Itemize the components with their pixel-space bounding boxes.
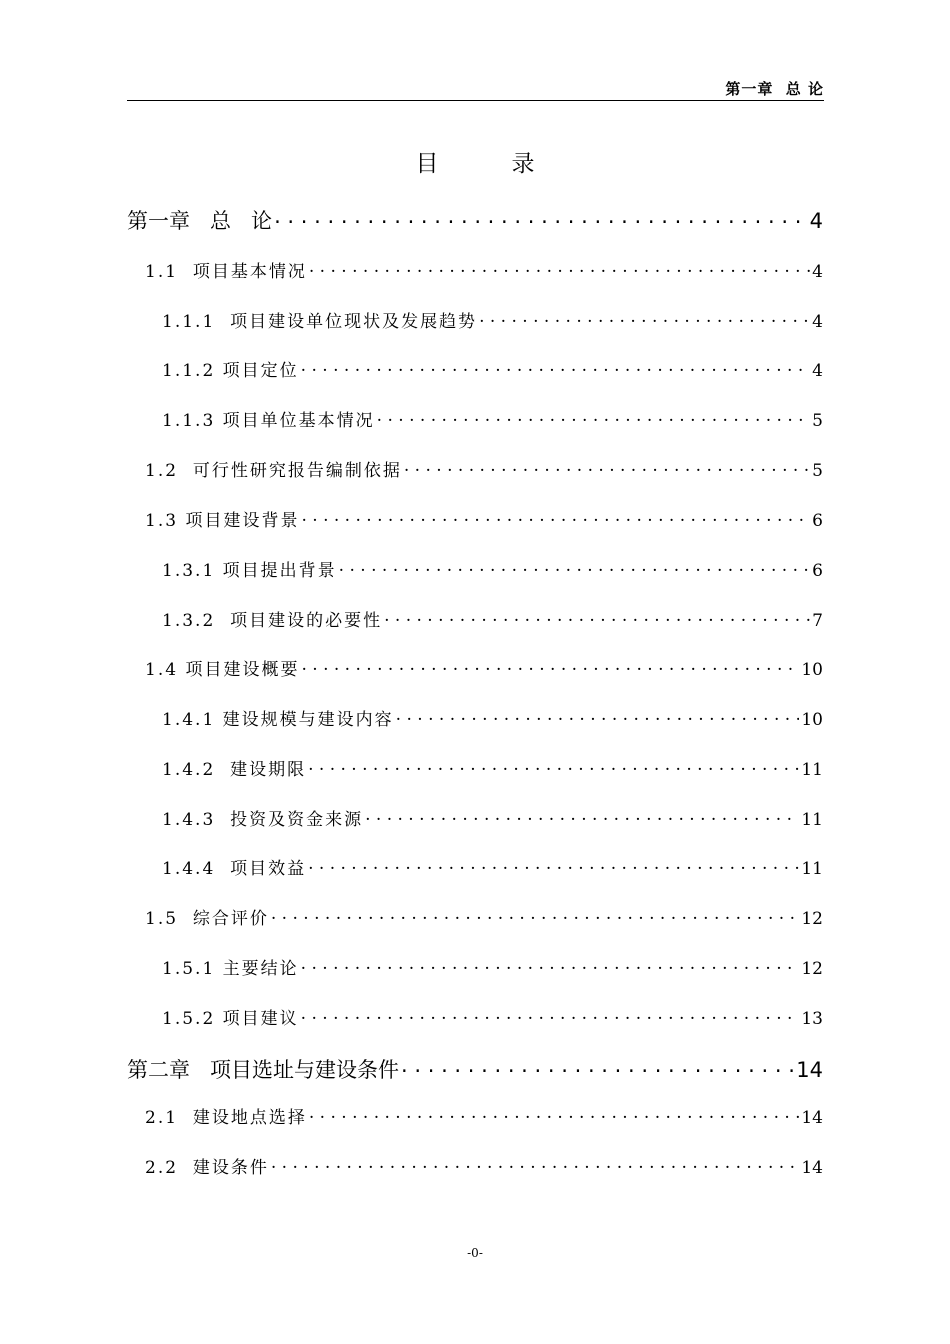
toc-entry-page: 4 [809,209,823,233]
toc-entry-1-4[interactable] [145,655,823,685]
toc-entry-label: 1.5.2 项目建议 [162,1009,299,1029]
toc-entry-chapter-2[interactable] [127,1054,823,1084]
toc-entry-1-4-1[interactable] [162,705,823,735]
toc-entry-page: 5 [812,411,823,431]
toc-entry-label: 1.3.1 项目提出背景 [162,561,337,581]
toc-entry-label: 2.1 建设地点选择 [145,1108,307,1128]
toc-entry-page: 13 [801,1009,823,1029]
toc-entry-1-4-4[interactable] [162,854,823,884]
toc-entry-label: 1.4 项目建设概要 [145,660,300,680]
toc-entry-label: 1.4.3 投资及资金来源 [162,810,364,830]
toc-entry-page: 12 [801,909,823,929]
toc-entry-page: 4 [812,312,823,332]
dot-leader [479,310,810,327]
toc-title: 目 录 [415,151,535,177]
toc-entry-1-3[interactable] [145,506,823,536]
toc-entry-page: 10 [801,660,823,680]
toc-entry-1-1[interactable] [145,257,823,287]
toc-entry-page: 4 [812,361,823,381]
toc-entry-1-5-2[interactable] [162,1004,823,1034]
dot-leader [396,708,800,725]
toc-entry-1-4-2[interactable] [162,755,823,785]
toc-entry-1-1-1[interactable] [162,307,823,337]
toc-entry-label: 1.4.1 建设规模与建设内容 [162,710,394,730]
dot-leader [308,857,799,874]
toc-entry-label: 第一章 总 论 [127,209,273,233]
toc-entry-chapter-1[interactable] [127,205,823,235]
toc-entry-page: 6 [812,511,823,531]
toc-entry-label: 2.2 建设条件 [145,1158,269,1178]
toc-entry-2-2[interactable] [145,1153,823,1183]
dot-leader [301,509,810,526]
dot-leader [384,609,810,626]
running-head: 第一章 总 论 [725,80,824,98]
dot-leader [301,957,800,974]
dot-leader [401,1056,794,1077]
toc-entry-1-3-2[interactable] [162,606,823,636]
toc-entry-page: 11 [801,760,823,780]
toc-entry-2-1[interactable] [145,1103,823,1133]
dot-leader [301,1007,800,1024]
dot-leader [404,459,810,476]
page-number: -0- [467,1246,483,1260]
dot-leader [301,359,811,376]
toc-entry-label: 1.5.1 主要结论 [162,959,299,979]
toc-entry-label: 1.2 可行性研究报告编制依据 [145,461,402,481]
dot-leader [271,907,800,924]
toc-entry-page: 6 [812,561,823,581]
dot-leader [308,758,799,775]
toc-entry-page: 14 [801,1108,823,1128]
toc-entry-label: 1.1.1 项目建设单位现状及发展趋势 [162,312,478,332]
dot-leader [309,1106,800,1123]
toc-entry-label: 1.5 综合评价 [145,909,269,929]
toc-entry-1-3-1[interactable] [162,556,823,586]
toc-entry-page: 14 [801,1158,823,1178]
page-header [127,78,824,101]
dot-leader [377,409,811,426]
toc-entry-label: 1.4.4 项目效益 [162,859,307,879]
dot-leader [339,559,811,576]
toc-entry-label: 1.3 项目建设背景 [145,511,300,531]
toc-entry-page: 7 [812,611,823,631]
toc-entry-1-4-3[interactable] [162,805,823,835]
toc-entry-page: 12 [801,959,823,979]
toc-entry-label: 第二章 项目选址与建设条件 [127,1058,400,1082]
toc-entry-label: 1.1 项目基本情况 [145,262,307,282]
dot-leader [271,1156,800,1173]
dot-leader [301,658,799,675]
toc-entry-1-1-3[interactable] [162,406,823,436]
toc-entry-page: 14 [796,1058,823,1082]
toc-entry-1-5-1[interactable] [162,954,823,984]
toc-entry-label: 1.1.3 项目单位基本情况 [162,411,375,431]
toc-entry-1-1-2[interactable] [162,356,823,386]
toc-entry-label: 1.1.2 项目定位 [162,361,299,381]
toc-entry-page: 5 [812,461,823,481]
dot-leader [274,207,808,228]
toc-entry-page: 11 [801,810,823,830]
toc-entry-page: 10 [801,710,823,730]
toc-entry-1-2[interactable] [145,456,823,486]
dot-leader [309,260,810,277]
toc-entry-label: 1.4.2 建设期限 [162,760,307,780]
toc-entry-label: 1.3.2 项目建设的必要性 [162,611,383,631]
toc-entry-page: 4 [812,262,823,282]
dot-leader [365,808,799,825]
toc-entry-page: 11 [801,859,823,879]
toc-entry-1-5[interactable] [145,904,823,934]
